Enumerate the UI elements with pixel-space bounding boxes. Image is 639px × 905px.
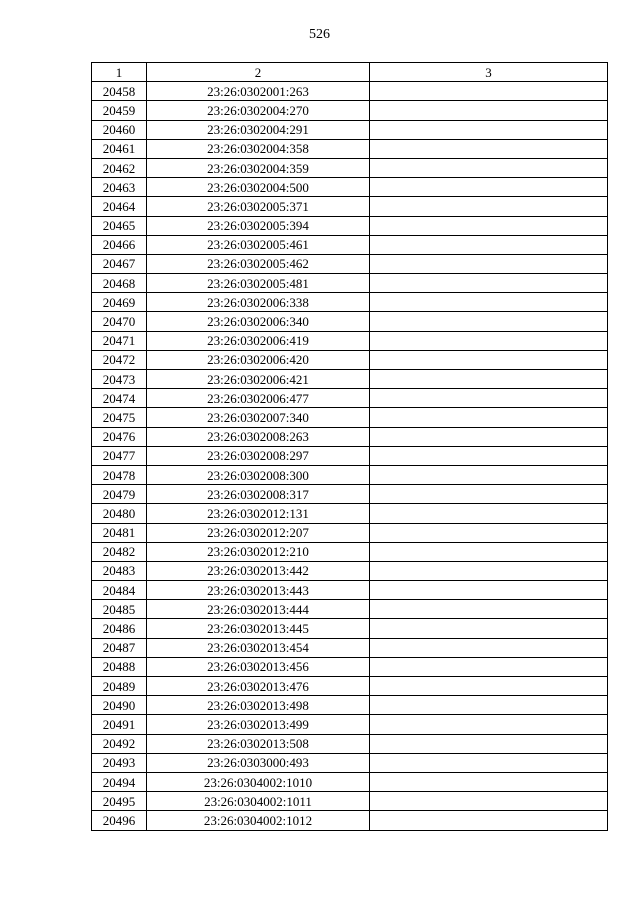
note-cell: [370, 504, 608, 523]
row-number-cell: 20458: [92, 82, 147, 101]
note-cell: [370, 235, 608, 254]
note-cell: [370, 120, 608, 139]
cadastral-number-cell: 23:26:0304002:1011: [147, 792, 370, 811]
cadastral-number-cell: 23:26:0302013:498: [147, 696, 370, 715]
row-number-cell: 20472: [92, 350, 147, 369]
note-cell: [370, 446, 608, 465]
row-number-cell: 20468: [92, 274, 147, 293]
note-cell: [370, 82, 608, 101]
row-number-cell: 20473: [92, 370, 147, 389]
note-cell: [370, 696, 608, 715]
table-row: [92, 254, 608, 273]
row-number-cell: 20480: [92, 504, 147, 523]
note-cell: [370, 523, 608, 542]
row-number-cell: 20489: [92, 677, 147, 696]
cadastral-number-cell: 23:26:0302012:207: [147, 523, 370, 542]
cadastral-number-cell: 23:26:0302004:270: [147, 101, 370, 120]
table-row: [92, 696, 608, 715]
table-row: [92, 523, 608, 542]
row-number-cell: 20469: [92, 293, 147, 312]
table-row: [92, 408, 608, 427]
table-row: [92, 389, 608, 408]
row-number-cell: 20464: [92, 197, 147, 216]
row-number-cell: 20488: [92, 657, 147, 676]
cadastral-number-cell: 23:26:0302012:131: [147, 504, 370, 523]
row-number-cell: 20495: [92, 792, 147, 811]
row-number-cell: 20492: [92, 734, 147, 753]
table-row: [92, 811, 608, 830]
page-number: 526: [309, 27, 330, 42]
row-number-cell: 20465: [92, 216, 147, 235]
table-row: [92, 657, 608, 676]
note-cell: [370, 331, 608, 350]
row-number-cell: 20478: [92, 465, 147, 484]
cadastral-number-cell: 23:26:0304002:1012: [147, 811, 370, 830]
cadastral-number-cell: 23:26:0302012:210: [147, 542, 370, 561]
note-cell: [370, 389, 608, 408]
table-row: [92, 734, 608, 753]
cadastral-number-cell: 23:26:0302005:371: [147, 197, 370, 216]
row-number-cell: 20476: [92, 427, 147, 446]
note-cell: [370, 581, 608, 600]
cadastral-number-cell: 23:26:0302006:338: [147, 293, 370, 312]
note-cell: [370, 408, 608, 427]
table-row: [92, 715, 608, 734]
table-row: [92, 485, 608, 504]
row-number-cell: 20483: [92, 561, 147, 580]
cadastral-number-cell: 23:26:0302004:359: [147, 158, 370, 177]
row-number-cell: 20459: [92, 101, 147, 120]
cadastral-number-cell: 23:26:0304002:1010: [147, 772, 370, 791]
table-row: [92, 446, 608, 465]
note-cell: [370, 485, 608, 504]
note-cell: [370, 101, 608, 120]
cadastral-number-cell: 23:26:0302005:462: [147, 254, 370, 273]
cadastral-number-cell: 23:26:0302008:263: [147, 427, 370, 446]
cadastral-number-cell: 23:26:0302013:499: [147, 715, 370, 734]
row-number-cell: 20467: [92, 254, 147, 273]
row-number-cell: 20475: [92, 408, 147, 427]
note-cell: [370, 216, 608, 235]
row-number-cell: 20482: [92, 542, 147, 561]
cadastral-number-cell: 23:26:0303000:493: [147, 753, 370, 772]
row-number-cell: 20471: [92, 331, 147, 350]
cadastral-number-cell: 23:26:0302008:317: [147, 485, 370, 504]
table-row: [92, 197, 608, 216]
table-row: [92, 139, 608, 158]
cadastral-number-cell: 23:26:0302006:477: [147, 389, 370, 408]
row-number-cell: 20474: [92, 389, 147, 408]
note-cell: [370, 715, 608, 734]
cadastral-number-cell: 23:26:0302004:291: [147, 120, 370, 139]
cadastral-number-cell: 23:26:0302001:263: [147, 82, 370, 101]
table-row: [92, 293, 608, 312]
table-row: [92, 542, 608, 561]
table-row: [92, 274, 608, 293]
note-cell: [370, 600, 608, 619]
cadastral-number-cell: 23:26:0302013:444: [147, 600, 370, 619]
cadastral-number-cell: 23:26:0302007:340: [147, 408, 370, 427]
cadastral-number-cell: 23:26:0302005:394: [147, 216, 370, 235]
row-number-cell: 20491: [92, 715, 147, 734]
table-row: [92, 600, 608, 619]
note-cell: [370, 293, 608, 312]
table-header: [92, 63, 608, 82]
column-header-3: 3: [370, 63, 608, 82]
note-cell: [370, 811, 608, 830]
cadastral-number-cell: 23:26:0302013:508: [147, 734, 370, 753]
cadastral-number-cell: 23:26:0302004:500: [147, 178, 370, 197]
cadastral-number-cell: 23:26:0302004:358: [147, 139, 370, 158]
table-row: [92, 158, 608, 177]
cadastral-number-cell: 23:26:0302013:456: [147, 657, 370, 676]
note-cell: [370, 657, 608, 676]
note-cell: [370, 619, 608, 638]
row-number-cell: 20485: [92, 600, 147, 619]
table-row: [92, 350, 608, 369]
row-number-cell: 20490: [92, 696, 147, 715]
table-row: [92, 370, 608, 389]
table-row: [92, 581, 608, 600]
row-number-cell: 20487: [92, 638, 147, 657]
note-cell: [370, 427, 608, 446]
cadastral-number-cell: 23:26:0302013:476: [147, 677, 370, 696]
cadastral-number-cell: 23:26:0302013:443: [147, 581, 370, 600]
row-number-cell: 20460: [92, 120, 147, 139]
row-number-cell: 20462: [92, 158, 147, 177]
cadastral-number-cell: 23:26:0302006:419: [147, 331, 370, 350]
cadastral-number-cell: 23:26:0302005:461: [147, 235, 370, 254]
row-number-cell: 20463: [92, 178, 147, 197]
header-row: [92, 63, 608, 82]
table-row: [92, 101, 608, 120]
row-number-cell: 20477: [92, 446, 147, 465]
cadastral-number-cell: 23:26:0302006:340: [147, 312, 370, 331]
row-number-cell: 20484: [92, 581, 147, 600]
note-cell: [370, 542, 608, 561]
table-row: [92, 178, 608, 197]
row-number-cell: 20466: [92, 235, 147, 254]
cadastral-number-cell: 23:26:0302006:420: [147, 350, 370, 369]
row-number-cell: 20493: [92, 753, 147, 772]
column-header-2: 2: [147, 63, 370, 82]
registry-table: [91, 62, 608, 831]
note-cell: [370, 772, 608, 791]
note-cell: [370, 139, 608, 158]
note-cell: [370, 561, 608, 580]
note-cell: [370, 274, 608, 293]
table-row: [92, 792, 608, 811]
row-number-cell: 20481: [92, 523, 147, 542]
note-cell: [370, 254, 608, 273]
table-row: [92, 504, 608, 523]
row-number-cell: 20486: [92, 619, 147, 638]
table-row: [92, 82, 608, 101]
note-cell: [370, 638, 608, 657]
note-cell: [370, 734, 608, 753]
table-row: [92, 216, 608, 235]
row-number-cell: 20496: [92, 811, 147, 830]
cadastral-number-cell: 23:26:0302005:481: [147, 274, 370, 293]
note-cell: [370, 350, 608, 369]
table-row: [92, 235, 608, 254]
note-cell: [370, 677, 608, 696]
cadastral-number-cell: 23:26:0302008:300: [147, 465, 370, 484]
cadastral-number-cell: 23:26:0302013:442: [147, 561, 370, 580]
table-row: [92, 677, 608, 696]
table-row: [92, 561, 608, 580]
note-cell: [370, 792, 608, 811]
cadastral-number-cell: 23:26:0302008:297: [147, 446, 370, 465]
row-number-cell: 20494: [92, 772, 147, 791]
note-cell: [370, 465, 608, 484]
table-row: [92, 753, 608, 772]
note-cell: [370, 312, 608, 331]
cadastral-number-cell: 23:26:0302013:445: [147, 619, 370, 638]
table-body: [92, 82, 608, 830]
note-cell: [370, 158, 608, 177]
table-row: [92, 638, 608, 657]
table-row: [92, 465, 608, 484]
note-cell: [370, 370, 608, 389]
cadastral-number-cell: 23:26:0302013:454: [147, 638, 370, 657]
table-row: [92, 772, 608, 791]
table-row: [92, 312, 608, 331]
table-row: [92, 120, 608, 139]
cadastral-number-cell: 23:26:0302006:421: [147, 370, 370, 389]
note-cell: [370, 753, 608, 772]
row-number-cell: 20479: [92, 485, 147, 504]
note-cell: [370, 197, 608, 216]
table-row: [92, 427, 608, 446]
table-row: [92, 619, 608, 638]
note-cell: [370, 178, 608, 197]
table-row: [92, 331, 608, 350]
row-number-cell: 20461: [92, 139, 147, 158]
column-header-1: 1: [92, 63, 147, 82]
row-number-cell: 20470: [92, 312, 147, 331]
